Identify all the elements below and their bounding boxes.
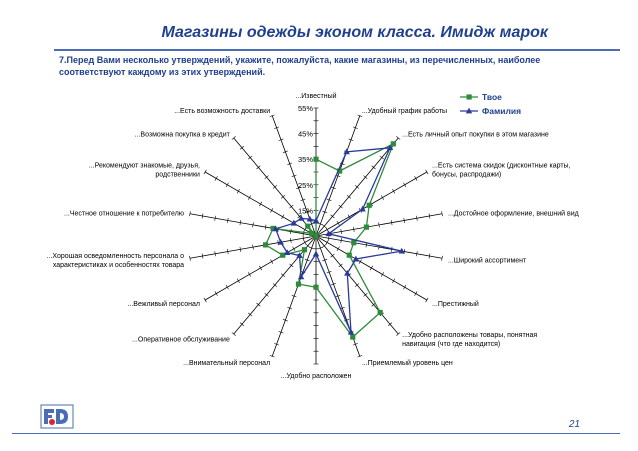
radar-category-label: ...Удобно расположены товары, понятная навигация (что где находится) <box>402 332 538 349</box>
radar-axis-tick <box>204 298 207 302</box>
radar-axis-tick <box>293 247 296 251</box>
radar-category-label: ...Внимательный персонал <box>183 359 271 367</box>
radar-axis-tick <box>202 254 203 259</box>
radar-category-label: ...Достойное оформление, внешний вид <box>447 210 579 218</box>
legend-label: Твое <box>482 92 502 102</box>
radar-series-line-0 <box>266 144 394 337</box>
radar-axis-tick <box>248 272 251 276</box>
radar-axis-tick <box>337 247 340 251</box>
radar-axis-tick <box>290 238 291 243</box>
legend-marker-tvoe <box>467 94 472 99</box>
radar-axis-tick <box>204 170 207 174</box>
radar-axis-tick <box>190 256 191 261</box>
radar-category-label: ...Возможна покупка в кредит <box>134 131 230 139</box>
radar-axis-tick <box>415 176 418 180</box>
chart-legend <box>460 92 521 116</box>
radar-point-tvoe <box>280 253 285 258</box>
radar-axis-tick <box>426 170 429 174</box>
radar-point-tvoe <box>296 282 301 287</box>
radar-series <box>263 141 405 339</box>
radar-axis-tick <box>226 183 229 187</box>
legend-label: Фамилия <box>482 106 522 116</box>
radar-axis-tick <box>370 266 373 270</box>
radar-axis-tick <box>404 218 405 223</box>
radar-tick-label: 15% <box>297 206 313 216</box>
radar-category-label: ...Удобный график работы <box>361 108 448 116</box>
radar-axis-tick <box>328 236 329 241</box>
radar-axis-tick <box>391 220 392 225</box>
footer-rule <box>12 433 620 434</box>
radar-point-tvoe <box>350 334 355 339</box>
radar-axis-tick <box>240 247 241 252</box>
question-text: 7.Перед Вами несколько утверждений, укажите, пожалуйста, какие магазины, из перечисленных, наиболее соответствуют каждому из этих утверждений. <box>59 55 541 77</box>
radar-axis-tick <box>379 222 380 227</box>
radar-axis-tick <box>281 215 284 219</box>
radar-axis-tick <box>326 227 329 231</box>
radar-axis-tick <box>426 298 429 302</box>
radar-axis-tick <box>429 214 430 219</box>
radar-category-label: ...Известный <box>295 93 337 100</box>
page-number: 21 <box>568 419 580 430</box>
radar-axis-tick <box>303 236 304 241</box>
radar-tick-label: 35% <box>297 155 313 165</box>
radar-tick-label: 45% <box>297 129 313 139</box>
radar-axis-tick <box>215 251 216 256</box>
radar-category-label: ...Престижный <box>432 301 479 308</box>
radar-axis-tick <box>442 256 443 261</box>
radar-point-familia <box>291 220 297 226</box>
radar-point-tvoe <box>313 285 318 290</box>
radar-axis-tick <box>381 195 384 199</box>
radar-axis-tick <box>226 285 229 289</box>
radar-axis-tick <box>304 240 307 244</box>
radar-point-tvoe <box>313 233 318 238</box>
radar-category-label: ...Есть система скидок (дисконтные карты, бонусы, распродажи) <box>432 162 571 179</box>
radar-point-tvoe <box>378 310 383 315</box>
radar-axis-tick <box>381 272 384 276</box>
radar-axis-tick <box>237 279 240 283</box>
radar-point-tvoe <box>367 203 372 208</box>
radar-axis-tick <box>416 251 417 256</box>
radar-axis-tick <box>270 208 273 212</box>
radar-axis-tick <box>326 240 329 244</box>
radar-axis-tick <box>416 216 417 221</box>
radar-category-label: ...Вежливый персонал <box>127 301 200 308</box>
radar-axis-tick <box>341 238 342 243</box>
radar-axis-tick <box>392 279 395 283</box>
radar-axis-tick <box>265 225 266 230</box>
radar-axis-tick <box>253 245 254 250</box>
radar-axis-tick <box>392 189 395 193</box>
radar-point-tvoe <box>364 225 369 230</box>
radar-tick-labels <box>298 104 313 215</box>
radar-category-label: ...Оперативное обслуживание <box>132 336 230 344</box>
radar-point-tvoe <box>263 242 268 247</box>
radar-axis-tick <box>403 183 406 187</box>
radar-category-label: ...Есть личный опыт покупки в этом магазине <box>402 131 549 139</box>
radar-category-label: ...Рекомендуют знакомые, друзья, родственники <box>88 162 200 179</box>
radar-axis-tick <box>253 222 254 227</box>
radar-category-label: ...Удобно расположен <box>280 373 352 380</box>
radar-tick-label: 25% <box>297 180 313 190</box>
radar-axis-tick <box>429 254 430 259</box>
radar-axis-tick <box>227 249 228 254</box>
radar-axis-tick <box>359 259 362 263</box>
radar-axis-tick <box>259 266 262 270</box>
radar-axis-tick <box>240 220 241 225</box>
radar-axis-tick <box>337 221 340 225</box>
radar-axis-tick <box>202 214 203 219</box>
radar-category-label: ...Приемлемый уровень цен <box>361 359 453 367</box>
radar-axis-tick <box>237 189 240 193</box>
radar-axis-tick <box>353 227 354 232</box>
radar-point-tvoe <box>309 231 314 236</box>
radar-point-tvoe <box>313 157 318 162</box>
radar-axis-tick <box>415 291 418 295</box>
radar-category-label: ...Хорошая осведомленность персонала о характеристиках и особенностях товара <box>46 252 185 269</box>
radar-axis-tick <box>270 259 273 263</box>
page-title: Магазины одежды эконом класса. Имидж марок <box>161 24 548 41</box>
radar-category-label: ...Широкий ассортимент <box>447 257 527 265</box>
radar-point-familia <box>359 206 365 212</box>
radar-axis-tick <box>227 218 228 223</box>
radar-axis-tick <box>403 285 406 289</box>
company-logo <box>40 402 74 430</box>
radar-point-tvoe <box>305 224 310 229</box>
radar-point-familia <box>313 251 319 257</box>
radar-axis-tick <box>215 216 216 221</box>
radar-category-label: ...Честное отношение к потребителю <box>64 210 185 218</box>
radar-axis-tick <box>190 211 191 216</box>
radar-point-tvoe <box>347 253 352 258</box>
radar-axis-tick <box>215 176 218 180</box>
radar-category-label: ...Есть возможность доставки <box>174 108 271 116</box>
radar-point-tvoe <box>391 141 396 146</box>
radar-tick-label: 55% <box>297 104 313 113</box>
radar-axis-tick <box>248 195 251 199</box>
radar-axis-tick <box>442 211 443 216</box>
radar-axis-tick <box>341 229 342 234</box>
radar-point-tvoe <box>302 247 307 252</box>
radar-axis-tick <box>290 229 291 234</box>
radar-axis-tick <box>215 291 218 295</box>
radar-axis-tick <box>259 202 262 206</box>
